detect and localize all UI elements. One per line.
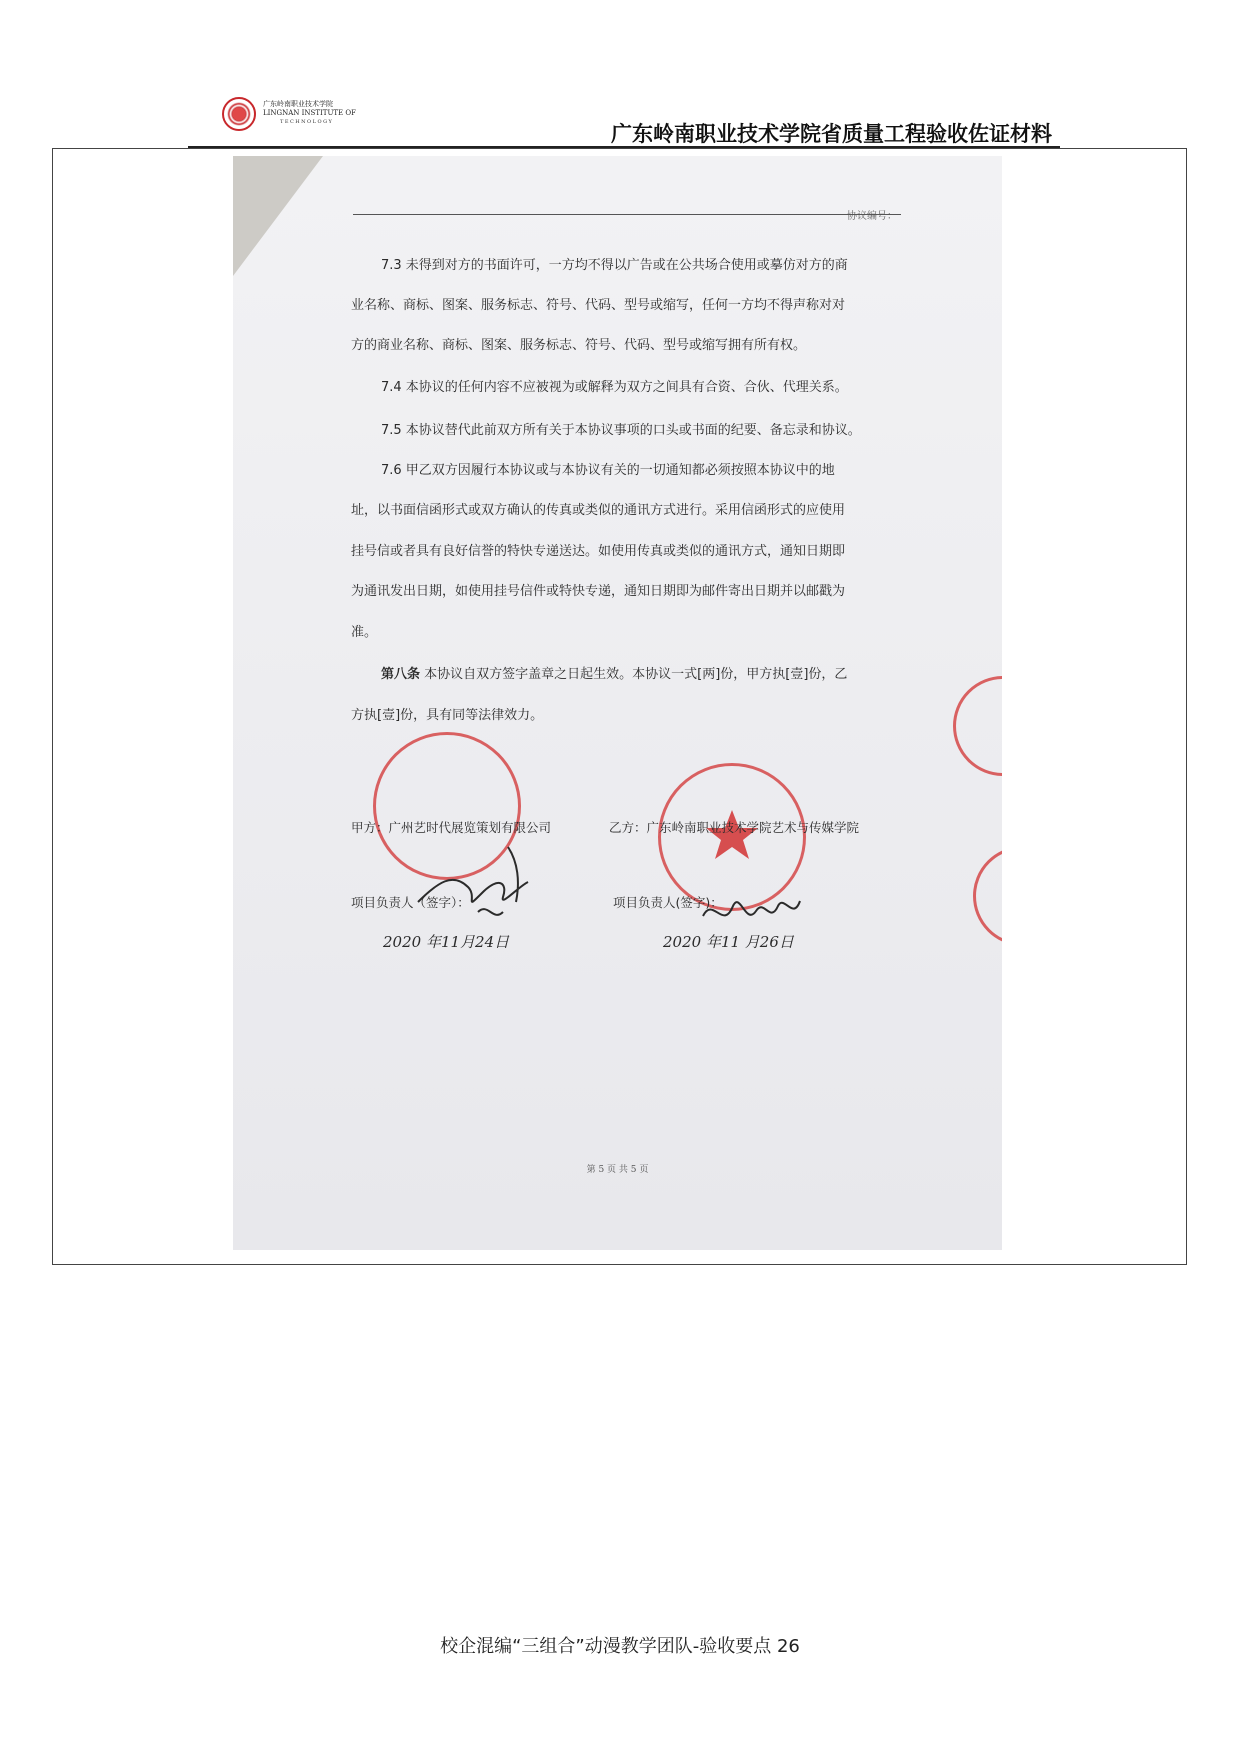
edge-seal-partial-1 <box>953 676 1002 776</box>
agreement-photo <box>233 156 1002 1250</box>
clause-7-3-line-2: 业名称、商标、图案、服务标志、符号、代码、型号或缩写，任何一方均不得声称对对 <box>351 298 846 313</box>
party-a-date: 2020 年11月24日 <box>383 933 510 951</box>
article-8-line-2: 方执[壹]份，具有同等法律效力。 <box>351 708 544 723</box>
clause-7-6-line-4: 为通讯发出日期，如使用挂号信件或特快专递，通知日期即为邮件寄出日期并以邮戳为 <box>351 584 846 599</box>
document-header-rule <box>353 214 901 215</box>
agreement-number-label: 协议编号： <box>847 211 897 222</box>
clause-7-3-line-3: 方的商业名称、商标、图案、服务标志、符号、代码、型号或缩写拥有所有权。 <box>351 338 807 353</box>
institute-logo <box>222 95 362 135</box>
logo-english-name: LINGNAN INSTITUTE OF <box>263 109 356 117</box>
edge-seal-partial-2 <box>973 846 1002 946</box>
page-footer: 校企混编“三组合”动漫教学团队-验收要点 26 <box>440 1636 800 1657</box>
clause-7-6-line-2: 址，以书面信函形式或双方确认的传真或类似的通讯方式进行。采用信函形式的应使用 <box>351 503 846 518</box>
clause-7-3-line-1: 7.3 未得到对方的书面许可，一方均不得以广告或在公共场合使用或摹仿对方的商 <box>381 258 848 273</box>
article-8-line-1 <box>381 663 847 682</box>
header-title: 广东岭南职业技术学院省质量工程验收佐证材料 <box>611 122 1052 146</box>
clause-7-6-line-3: 挂号信或者具有良好信誉的特快专递送达。如使用传真或类似的通讯方式，通知日期即 <box>351 544 846 559</box>
article-8-text: 本协议自双方签字盖章之日起生效。本协议一式[两]份，甲方执[壹]份，乙 <box>420 667 848 682</box>
institute-emblem-icon <box>222 97 256 131</box>
clause-7-6-line-1: 7.6 甲乙双方因履行本协议或与本协议有关的一切通知都必须按照本协议中的地 <box>381 463 835 478</box>
party-a-name: 甲方：广州艺时代展览策划有限公司 <box>351 820 552 835</box>
party-a-signature <box>408 842 558 932</box>
party-b-leader-label: 项目负责人(签字)： <box>613 895 723 910</box>
logo-chinese-name: 广东岭南职业技术学院 <box>263 100 333 108</box>
article-8-label: 第八条 <box>381 667 421 682</box>
clause-7-4: 7.4 本协议的任何内容不应被视为或解释为双方之间具有合资、合伙、代理关系。 <box>381 380 848 395</box>
logo-english-name-2: TECHNOLOGY <box>280 119 334 125</box>
party-b-date: 2020 年11 月26日 <box>663 933 794 951</box>
folded-corner-shadow <box>233 156 323 276</box>
party-b-name: 乙方：广东岭南职业技术学院艺术与传媒学院 <box>609 820 860 835</box>
agreement-page <box>233 156 1002 1250</box>
page-number: 第 5 页 共 5 页 <box>586 1165 649 1175</box>
clause-7-6-line-5: 准。 <box>351 625 378 640</box>
clause-7-5: 7.5 本协议替代此前双方所有关于本协议事项的口头或书面的纪要、备忘录和协议。 <box>381 423 861 438</box>
red-star-icon <box>702 806 762 866</box>
party-a-leader-label: 项目负责人（签字）： <box>351 895 470 910</box>
